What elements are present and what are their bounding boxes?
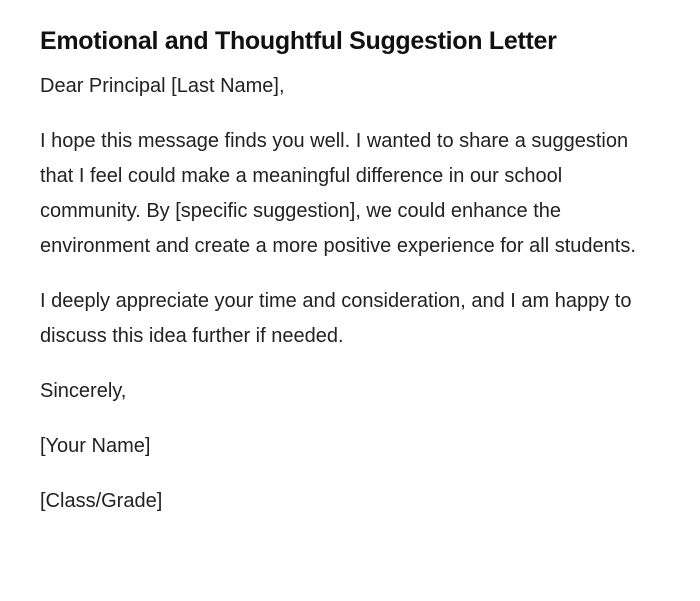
letter-title: Emotional and Thoughtful Suggestion Letter xyxy=(40,27,557,55)
letter-document xyxy=(40,22,640,519)
letter-closing: Sincerely, xyxy=(40,380,127,402)
signature-name: [Your Name] xyxy=(40,435,151,457)
letter-body-paragraph-2: I deeply appreciate your time and consideration, and I am happy to discuss this idea further if needed. xyxy=(40,290,632,347)
letter-salutation: Dear Principal [Last Name], xyxy=(40,75,285,97)
signature-class: [Class/Grade] xyxy=(40,490,163,512)
letter-body-paragraph-1: I hope this message finds you well. I wanted to share a suggestion that I feel could make a meaningful difference in our school community. By [specific suggestion], we could enhance the environment and create a more positive experience for all students. xyxy=(40,130,636,257)
